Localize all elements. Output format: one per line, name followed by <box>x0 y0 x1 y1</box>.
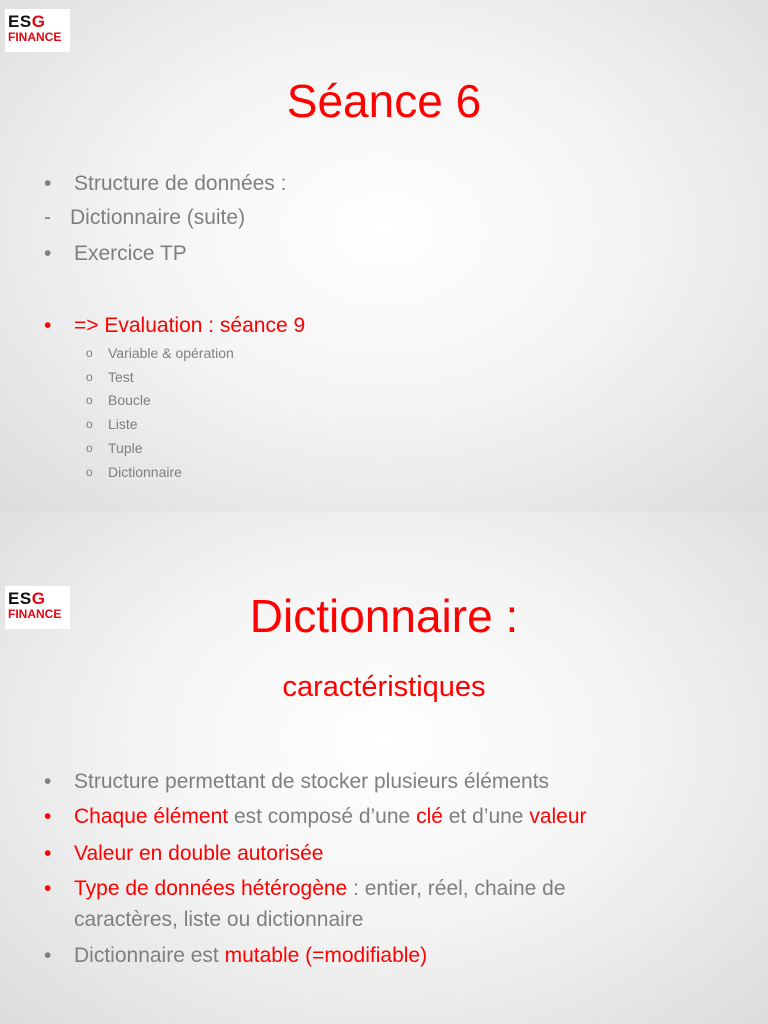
slide2-subtitle: caractéristiques <box>282 671 486 703</box>
circle-marker: o <box>86 465 93 479</box>
bullet-marker: • <box>44 314 52 337</box>
subitem-text: Dictionnaire <box>108 464 182 480</box>
bullet-text: Valeur en double autorisée <box>74 842 324 865</box>
bullet-text: Structure permettant de stocker plusieurs éléments <box>74 770 550 793</box>
bullet-text: Type de données hétérogène : entier, réel, chaine de <box>74 877 566 900</box>
bullet-text: Chaque élément est composé d’une clé et d’une valeur <box>74 805 587 828</box>
bullet-text: Dictionnaire (suite) <box>70 206 246 229</box>
bullet-marker: • <box>44 770 52 793</box>
bullet-marker: • <box>44 242 52 265</box>
bullet-marker: • <box>44 805 52 828</box>
slide-2 <box>0 512 768 1024</box>
subitem-text: Boucle <box>108 392 151 408</box>
bullet-marker: • <box>44 842 52 865</box>
bullet-marker: • <box>44 172 52 195</box>
bullet-marker: • <box>44 944 52 967</box>
circle-marker: o <box>86 417 93 431</box>
circle-marker: o <box>86 441 93 455</box>
subitem-text: Tuple <box>108 440 143 456</box>
bullet-text: Structure de données : <box>74 172 287 195</box>
bullet-text: Exercice TP <box>74 242 187 265</box>
logo-line2: FINANCE <box>8 30 62 44</box>
logo-line1: ESG <box>8 12 46 31</box>
logo-line1: ESG <box>8 589 46 608</box>
bullet-marker: • <box>44 877 52 900</box>
circle-marker: o <box>86 346 93 360</box>
subitem-text: Test <box>108 369 134 385</box>
bullet-text: => Evaluation : séance 9 <box>74 314 306 337</box>
circle-marker: o <box>86 370 93 384</box>
slide2-title: Dictionnaire : <box>249 590 519 642</box>
circle-marker: o <box>86 393 93 407</box>
subitem-text: Liste <box>108 416 138 432</box>
bullet-text: Dictionnaire est mutable (=modifiable) <box>74 944 428 967</box>
dash-marker: - <box>44 206 51 229</box>
logo-line2: FINANCE <box>8 607 62 621</box>
slide1-title: Séance 6 <box>286 75 482 127</box>
slide2-bullet-4-continuation: caractères, liste ou dictionnaire <box>74 908 364 931</box>
subitem-text: Variable & opération <box>108 345 234 361</box>
esg-finance-logo <box>5 9 70 52</box>
